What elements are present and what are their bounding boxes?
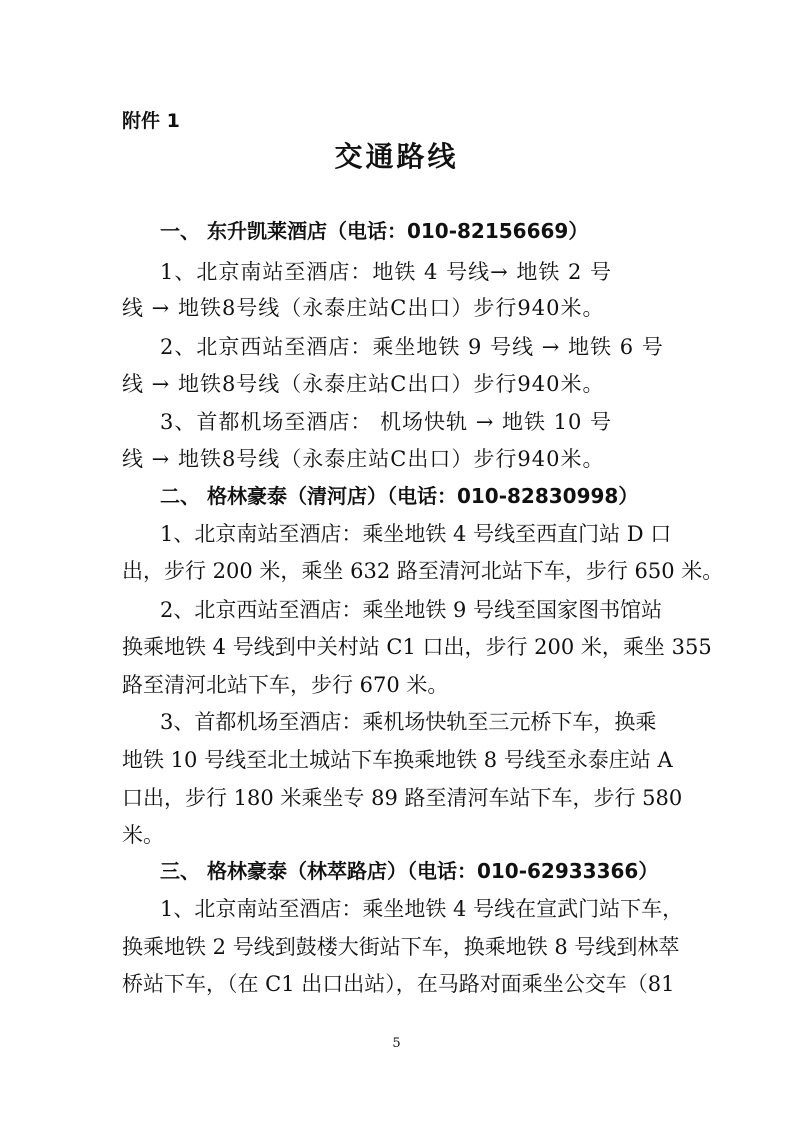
section-2-line-9: 米。 xyxy=(122,823,164,847)
section-1-line-2: 线 → 地铁8号线（永泰庄站C出口）步行940米。 xyxy=(122,296,605,320)
section-1-line-3: 2、北京西站至酒店：乘坐地铁 9 号线 → 地铁 6 号 xyxy=(160,335,664,359)
section-2-line-7: 地铁 10 号线至北土城站下车换乘地铁 8 号线至永泰庄站 A xyxy=(122,748,673,772)
section-2-line-1: 1、北京南站至酒店：乘坐地铁 4 号线至西直门站 D 口 xyxy=(160,522,672,546)
attachment-label: 附件 1 xyxy=(122,110,180,132)
section-1-line-1: 1、北京南站至酒店：地铁 4 号线→ 地铁 2 号 xyxy=(160,260,613,284)
section-1-line-5: 3、首都机场至酒店： 机场快轨 → 地铁 10 号 xyxy=(160,410,613,434)
section-2-line-6: 3、首都机场至酒店：乘机场快轨至三元桥下车，换乘 xyxy=(160,710,657,734)
section-2-line-4: 换乘地铁 4 号线到中关村站 C1 口出，步行 200 米，乘坐 355 xyxy=(122,635,712,659)
section-2-line-2: 出，步行 200 米，乘坐 632 路至清河北站下车，步行 650 米。 xyxy=(122,559,724,583)
section-heading-1: 一、 东升凯莱酒店（电话：010-82156669） xyxy=(160,219,589,243)
section-heading-3: 三、 格林豪泰（林萃路店）（电话：010-62933366） xyxy=(160,859,659,883)
section-2-line-8: 口出，步行 180 米乘坐专 89 路至清河车站下车，步行 580 xyxy=(122,786,683,810)
section-3-line-3: 桥站下车，（在 C1 出口出站），在马路对面乘坐公交车（81 xyxy=(122,972,675,996)
page-title: 交通路线 xyxy=(334,140,459,173)
section-heading-2: 二、 格林豪泰（清河店）（电话：010-82830998） xyxy=(160,484,639,508)
section-3-line-2: 换乘地铁 2 号线到鼓楼大街站下车，换乘地铁 8 号线到林萃 xyxy=(122,935,680,959)
section-1-line-4: 线 → 地铁8号线（永泰庄站C出口）步行940米。 xyxy=(122,372,605,396)
section-1-line-6: 线 → 地铁8号线（永泰庄站C出口）步行940米。 xyxy=(122,447,605,471)
section-3-line-1: 1、北京南站至酒店：乘坐地铁 4 号线在宣武门站下车， xyxy=(160,897,684,921)
page-number: 5 xyxy=(392,1036,401,1051)
section-2-line-3: 2、北京西站至酒店：乘坐地铁 9 号线至国家图书馆站 xyxy=(160,598,663,622)
section-2-line-5: 路至清河北站下车，步行 670 米。 xyxy=(122,673,449,697)
